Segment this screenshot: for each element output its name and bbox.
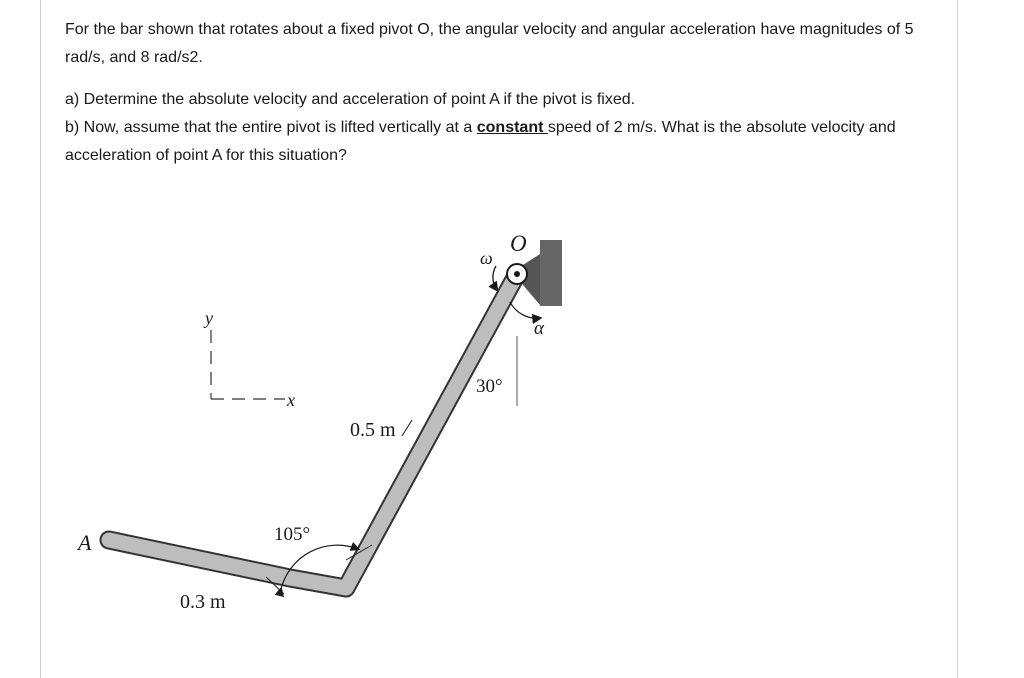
alpha-arrow <box>510 302 540 318</box>
part-b-lead: b) Now, assume that the entire pivot is lifted vertically at a <box>65 119 477 136</box>
angle-30-label: 30° <box>476 376 503 397</box>
pivot-label: O <box>510 231 527 256</box>
bent-bar <box>109 274 517 588</box>
omega-arrow <box>493 266 497 290</box>
pivot-pin <box>507 264 527 284</box>
coordinate-axes <box>211 330 285 399</box>
point-a-label: A <box>78 530 92 555</box>
problem-intro: For the bar shown that rotates about a fixed pivot O, the angular velocity and angular acceleration have magnitudes of 5 rad/s, and 8 rad/s2. <box>65 21 914 66</box>
omega-label: ω <box>480 248 493 268</box>
y-axis-label: y <box>205 308 213 328</box>
angle-105-label: 105° <box>274 524 311 545</box>
dimension-leader <box>402 420 412 436</box>
part-a-text: a) Determine the absolute velocity and acceleration of point A if the pivot is fixed. <box>65 91 636 108</box>
x-axis-label: x <box>287 390 295 410</box>
constant-emphasis: constant <box>476 119 548 136</box>
alpha-label: α <box>534 318 544 339</box>
length-short-label: 0.3 m <box>180 591 226 613</box>
length-long-label: 0.5 m <box>350 419 396 441</box>
part-b-tail: speed of 2 m/s. What is the absolute velocity and acceleration of point A for this situation? <box>65 119 896 164</box>
